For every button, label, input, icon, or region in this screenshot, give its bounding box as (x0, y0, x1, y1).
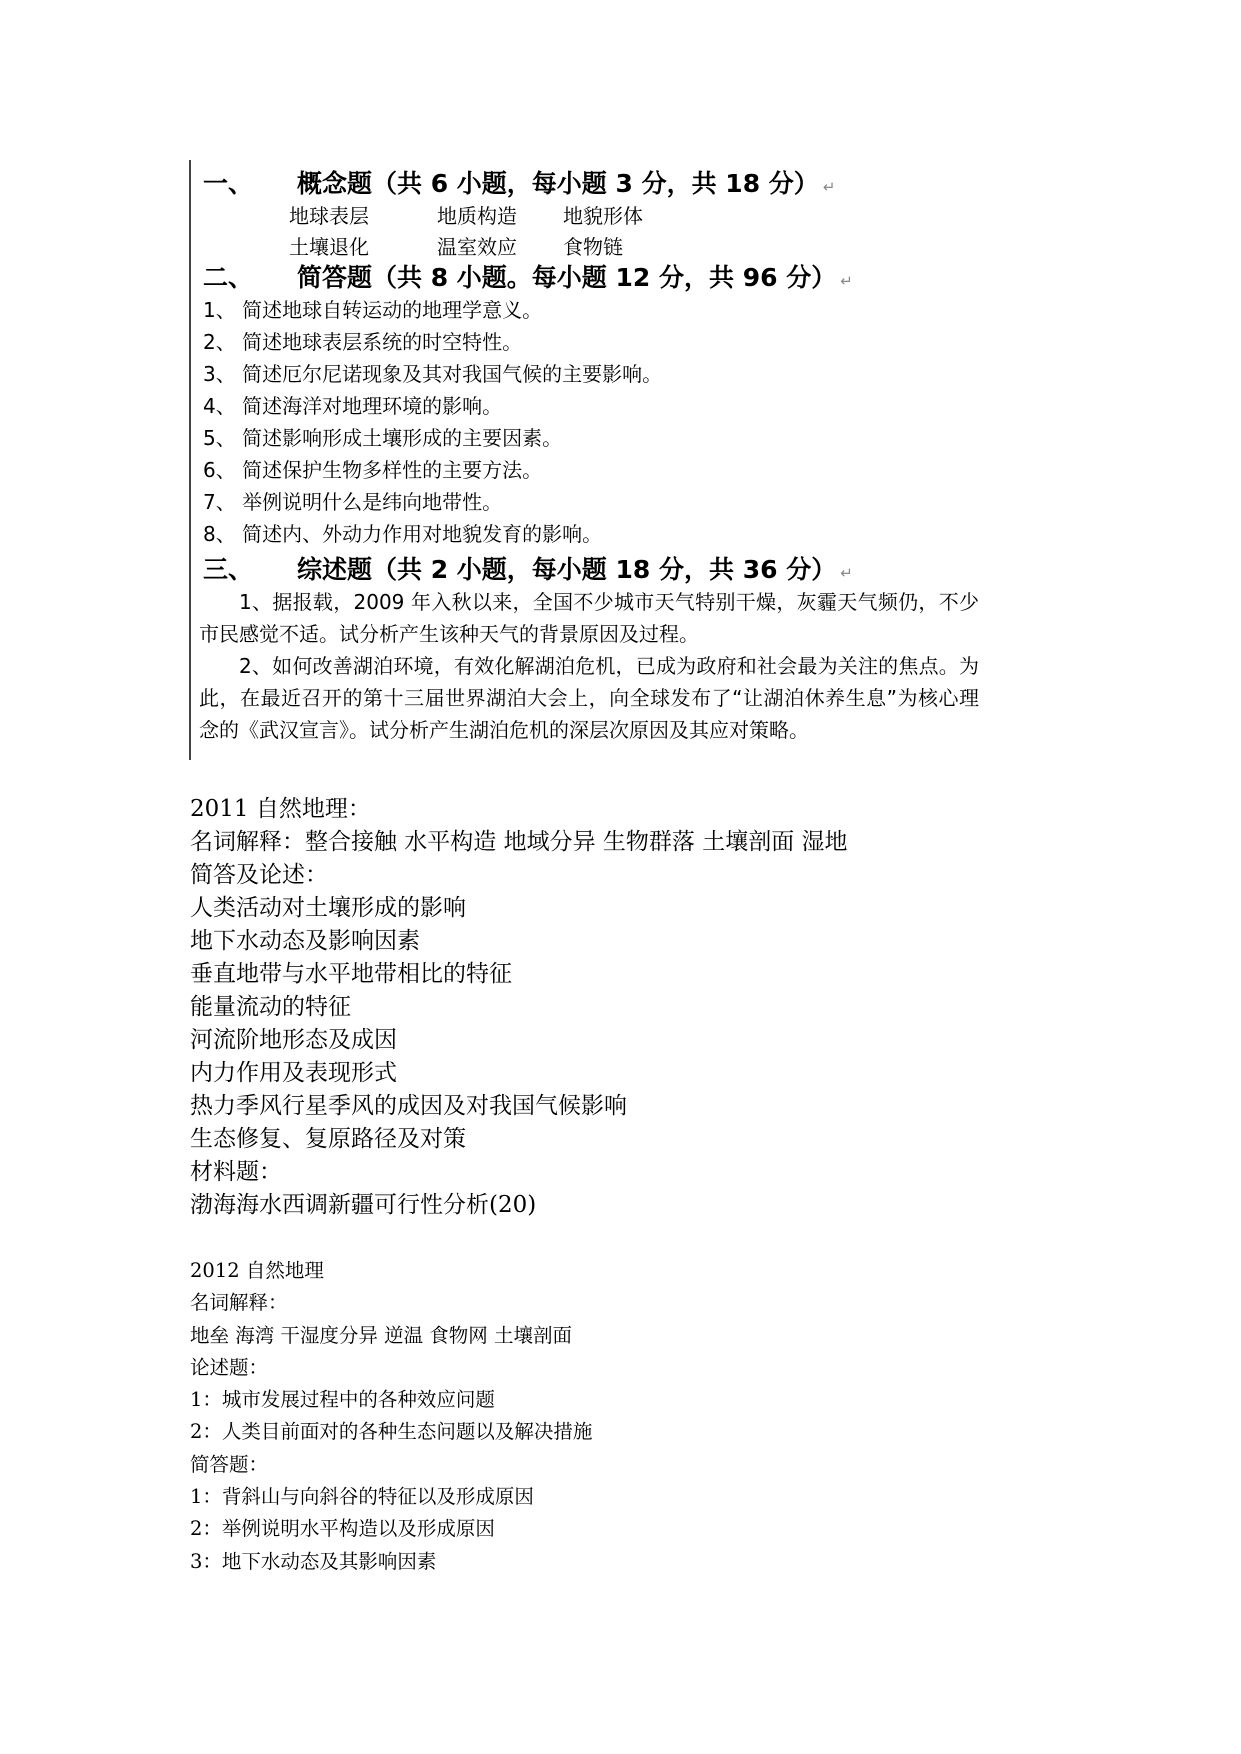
subsection-heading: 材料题： (190, 1159, 282, 1185)
section-2-number: 二、 (203, 263, 254, 292)
list-item: 热力季风行星季风的成因及对我国气候影响 (190, 1093, 627, 1119)
subsection-heading: 简答题： (190, 1452, 269, 1476)
paragraph-mark: ↵ (840, 564, 853, 582)
section-2011 (190, 793, 848, 1222)
essay-question-2: 2、如何改善湖泊环境，有效化解湖泊危机，已成为政府和社会最为关注的焦点。为此，在最近召开的第十三届世界湖泊大会上，向全球发布了“让湖泊休养生息”为核心理念的《武汉宣言》。试分析产生湖泊危机的深层次原因及其应对策略。 (199, 654, 979, 742)
section-2012 (190, 1255, 592, 1578)
image-left-border (189, 160, 191, 760)
section-3-heading (203, 550, 853, 586)
list-item: 1：城市发展过程中的各种效应问题 (190, 1388, 495, 1412)
section-title: 2012 自然地理 (190, 1259, 324, 1282)
essay-questions (199, 586, 979, 746)
question-item: 5、 简述影响形成土壤形成的主要因素。 (203, 426, 563, 450)
term: 食物链 (563, 235, 623, 259)
term: 地貌形体 (563, 204, 643, 228)
section-2-heading (203, 258, 853, 294)
question-item: 7、 举例说明什么是纬向地带性。 (203, 490, 503, 514)
term: 土壤退化 (289, 235, 369, 259)
question-item: 2、 简述地球表层系统的时空特性。 (203, 330, 523, 354)
section-title: 2011 自然地理： (190, 796, 371, 822)
section-3-number: 三、 (203, 555, 254, 584)
list-item: 渤海海水西调新疆可行性分析(20) (190, 1192, 537, 1218)
section-1-title: 概念题（共 6 小题，每小题 3 分，共 18 分） (297, 169, 819, 198)
term: 地质构造 (437, 204, 517, 228)
question-item: 1、 简述地球自转运动的地理学意义。 (203, 298, 543, 322)
question-item: 6、 简述保护生物多样性的主要方法。 (203, 458, 543, 482)
paragraph-mark: ↵ (840, 272, 853, 290)
list-item: 能量流动的特征 (190, 994, 351, 1020)
list-item: 河流阶地形态及成因 (190, 1027, 397, 1053)
list-item: 地下水动态及影响因素 (190, 928, 420, 954)
terms-line: 名词解释：整合接触 水平构造 地域分异 生物群落 土壤剖面 湿地 (190, 829, 848, 855)
list-item: 生态修复、复原路径及对策 (190, 1126, 466, 1152)
list-item: 垂直地带与水平地带相比的特征 (190, 961, 512, 987)
section-2-title: 简答题（共 8 小题。每小题 12 分，共 96 分） (297, 263, 837, 292)
section-3-title: 综述题（共 2 小题，每小题 18 分，共 36 分） (297, 555, 837, 584)
section-1-heading (203, 164, 835, 200)
essay-question-1: 1、据报载，2009 年入秋以来，全国不少城市天气特别干燥，灰霾天气频仍，不少市民感觉不适。试分析产生该种天气的背景原因及过程。 (199, 590, 979, 646)
list-item: 3：地下水动态及其影响因素 (190, 1549, 437, 1573)
exam-paper-image (185, 160, 985, 760)
paragraph-mark: ↵ (822, 178, 836, 196)
term: 地球表层 (289, 204, 369, 228)
list-item: 2：举例说明水平构造以及形成原因 (190, 1517, 495, 1541)
term: 温室效应 (437, 235, 517, 259)
section-1-number: 一、 (203, 169, 254, 198)
list-item: 1：背斜山与向斜谷的特征以及形成原因 (190, 1485, 534, 1509)
question-item: 3、 简述厄尔尼诺现象及其对我国气候的主要影响。 (203, 362, 663, 386)
list-item: 人类活动对土壤形成的影响 (190, 895, 466, 921)
subsection-heading: 论述题： (190, 1355, 269, 1379)
question-item: 8、 简述内、外动力作用对地貌发育的影响。 (203, 522, 603, 546)
subsection-heading: 名词解释： (190, 1291, 288, 1315)
question-item: 4、 简述海洋对地理环境的影响。 (203, 394, 503, 418)
subsection-heading: 简答及论述： (190, 862, 328, 888)
list-item: 2：人类目前面对的各种生态问题以及解决措施 (190, 1420, 593, 1444)
terms-line: 地垒 海湾 干湿度分异 逆温 食物网 土壤剖面 (190, 1323, 572, 1347)
list-item: 内力作用及表现形式 (190, 1060, 397, 1086)
